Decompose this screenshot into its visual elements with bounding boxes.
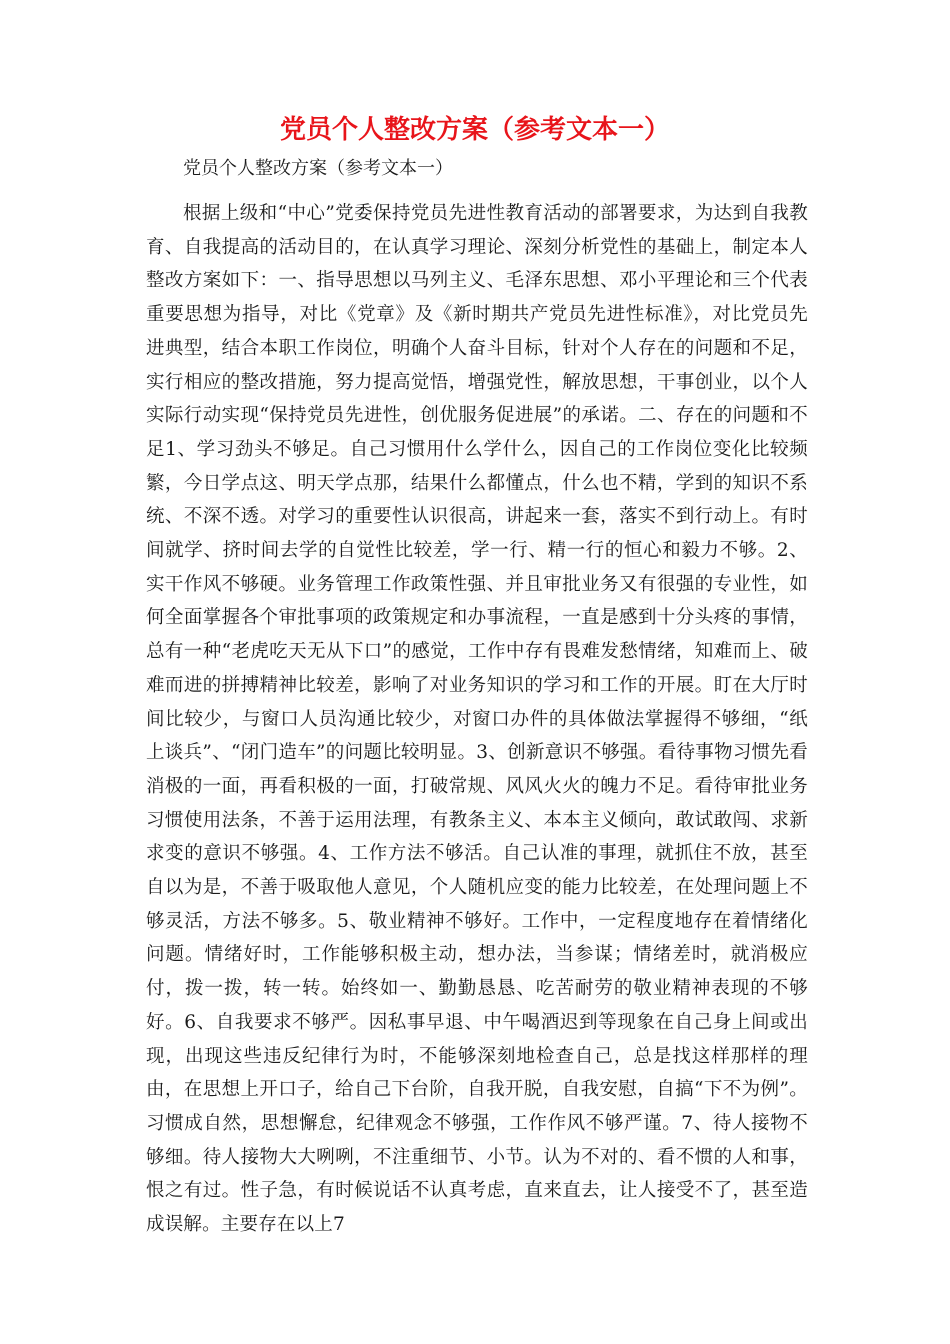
document-subtitle: 党员个人整改方案（参考文本一） xyxy=(183,158,453,179)
document-title: 党员个人整改方案（参考文本一） xyxy=(279,115,670,145)
document-body-paragraph: 根据上级和“中心”党委保持党员先进性教育活动的部署要求，为达到自我教育、自我提高的活动目的，在认真学习理论、深刻分析党性的基础上，制定本人整改方案如下：一、指导思想以马列主义、毛泽东思想、邓小平理论和三个代表重要思想为指导，对比《党章》及《新时期共产党员先进性标准》，对比党员先进典型，结合本职工作岗位，明确个人奋斗目标，针对个人存在的问题和不足，实行相应的整改措施，努力提高觉悟，增强党性，解放思想，干事创业，以个人实际行动实现“保持党员先进性，创优服务促进展”的承诺。二、存在的问题和不足1、学习劲头不够足。自己习惯用什么学什么，因自己的工作岗位变化比较频繁，今日学点这、明天学点那，结果什么都懂点，什么也不精，学到的知识不系统、不深不透。对学习的重要性认识很高，讲起来一套，落实不到行动上。有时间就学、挤时间去学的自觉性比较差，学一行、精一行的恒心和毅力不够。2、实干作风不够硬。业务管理工作政策性强、并且审批业务又有很强的专业性，如何全面掌握各个审批事项的政策规定和办事流程，一直是感到十分头疼的事情，总有一种“老虎吃天无从下口”的感觉，工作中存有畏难发愁情绪，知难而上、破难而进的拼搏精神比较差，影响了对业务知识的学习和工作的开展。盯在大厅时间比较少，与窗口人员沟通比较少，对窗口办件的具体做法掌握得不够细，“纸上谈兵”、“闭门造车”的问题比较明显。3、创新意识不够强。看待事物习惯先看消极的一面，再看积极的一面，打破常规、风风火火的魄力不足。看待审批业务习惯使用法条，不善于运用法理，有教条主义、本本主义倾向，敢试敢闯、求新求变的意识不够强。4、工作方法不够活。自己认准的事理，就抓住不放，甚至自以为是，不善于吸取他人意见，个人随机应变的能力比较差，在处理问题上不够灵活，方法不够多。5、敬业精神不够好。工作中，一定程度地存在着情绪化问题。情绪好时，工作能够积极主动，想办法，当参谋；情绪差时，就消极应付，拨一拨，转一转。始终如一、勤勤恳恳、吃苦耐劳的敬业精神表现的不够好。6、自我要求不够严。因私事早退、中午喝酒迟到等现象在自己身上间或出现，出现这些违反纪律行为时，不能够深刻地检查自己，总是找这样那样的理由，在思想上开口子，给自己下台阶，自我开脱，自我安慰，自搞“下不为例”。习惯成自然，思想懈怠，纪律观念不够强，工作作风不够严谨。7、待人接物不够细。待人接物大大咧咧，不注重细节、小节。认为不对的、看不惯的人和事，恨之有过。性子急，有时候说话不认真考虑，直来直去，让人接受不了，甚至造成误解。主要存在以上7 xyxy=(146,203,808,1236)
